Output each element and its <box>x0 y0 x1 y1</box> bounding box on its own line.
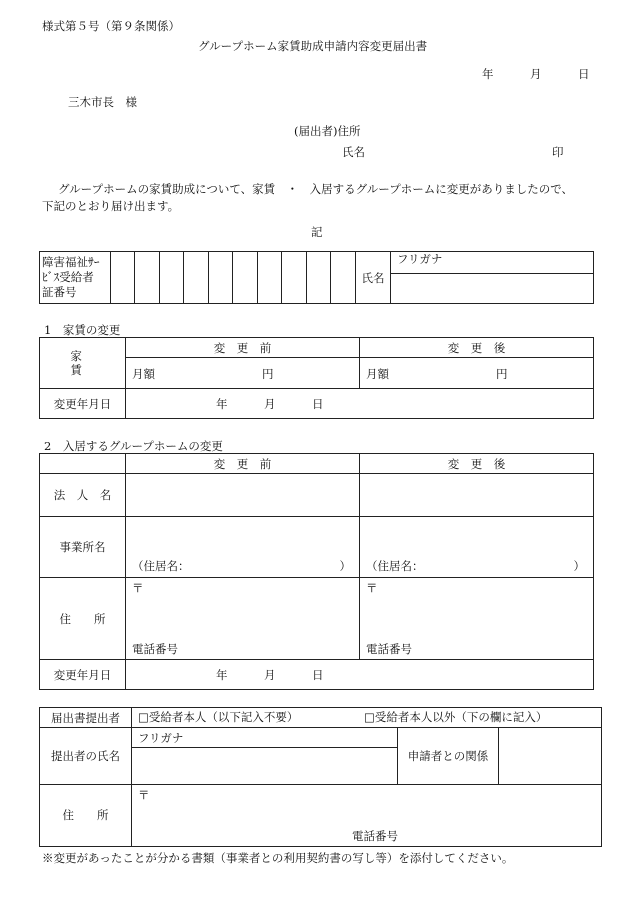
body-text-line2: 下記のとおり届け出ます。 <box>42 199 180 213</box>
id-name-label: 氏名 <box>356 252 391 304</box>
home-before-header: 変 更 前 <box>126 454 360 474</box>
rent-date-month: 月 <box>264 397 276 411</box>
cert-digit-1[interactable] <box>111 252 135 304</box>
id-table <box>39 251 594 304</box>
addressee: 三木市長 様 <box>68 95 137 109</box>
ki-label: 記 <box>311 225 323 239</box>
corp-name-label: 法 人 名 <box>40 474 126 517</box>
office-before-field[interactable] <box>126 517 360 578</box>
cert-digit-5[interactable] <box>209 252 233 304</box>
date-year-label: 年 <box>482 67 494 81</box>
home-address-after-field[interactable] <box>360 578 594 660</box>
footnote: ※変更があったことが分かる書類（事業者との利用契約書の写し等）を添付してください。 <box>42 851 514 865</box>
rent-change-date-label: 変更年月日 <box>40 389 126 419</box>
submitter-postal: 〒 <box>138 787 150 802</box>
home-change-table <box>39 453 594 690</box>
residence-before-close: ） <box>339 559 351 573</box>
submitter-table <box>39 707 602 847</box>
cert-digit-4[interactable] <box>184 252 209 304</box>
home-date-year: 年 <box>216 668 228 682</box>
rent-label-text: 家 賃 <box>70 349 143 377</box>
home-date-month: 月 <box>264 668 276 682</box>
submitter-name-field[interactable] <box>132 748 398 784</box>
form-title: グループホーム家賃助成申請内容変更届出書 <box>198 39 428 53</box>
corp-name-after-field[interactable] <box>360 474 594 517</box>
rent-before-field[interactable] <box>126 358 360 389</box>
id-furigana-field[interactable]: フリガナ <box>391 252 594 274</box>
rent-before-yen: 円 <box>262 367 274 381</box>
rent-change-table <box>39 337 594 419</box>
rent-label <box>40 338 143 389</box>
form-number: 様式第５号（第９条関係） <box>42 19 180 33</box>
rent-date-day: 日 <box>312 397 324 411</box>
cert-digit-6[interactable] <box>233 252 258 304</box>
id-name-field[interactable] <box>391 274 594 304</box>
submitter-furigana-field[interactable]: フリガナ <box>132 728 398 748</box>
home-date-day: 日 <box>312 668 324 682</box>
cert-digit-8[interactable] <box>282 252 307 304</box>
submitter-address-label-text: 住 所 <box>62 808 109 823</box>
submitter-phone-label: 電話番号 <box>352 829 398 843</box>
section2-heading: 2 入居するグループホームの変更 <box>44 439 223 453</box>
cert-digit-7[interactable] <box>258 252 282 304</box>
applicant-name-label: 氏名 <box>342 145 365 159</box>
home-change-date-label: 変更年月日 <box>40 660 126 690</box>
option-other-checkbox[interactable]: □受給者本人以外（下の欄に記入） <box>364 710 548 724</box>
postal-before: 〒 <box>132 581 144 595</box>
cert-digit-9[interactable] <box>307 252 331 304</box>
submitter-address-field[interactable] <box>132 784 602 846</box>
corp-name-before-field[interactable] <box>126 474 360 517</box>
rent-after-monthly: 月額 <box>366 367 389 381</box>
rent-after-yen: 円 <box>496 367 508 381</box>
cert-label-line2: ﾋﾞｽ受給者 <box>42 270 94 284</box>
cert-digit-10[interactable] <box>331 252 356 304</box>
date-day-label: 日 <box>578 67 590 81</box>
submitter-options <box>132 708 602 728</box>
rent-before-header: 変 更 前 <box>126 338 360 358</box>
relation-field[interactable] <box>499 728 602 784</box>
option-self-checkbox[interactable]: □受給者本人（以下記入不要） <box>138 710 299 724</box>
cert-label-line3: 証番号 <box>42 285 77 299</box>
section1-heading: 1 家賃の変更 <box>44 323 121 337</box>
home-address-label: 住 所 <box>40 578 126 660</box>
home-change-date-field[interactable] <box>126 660 594 690</box>
applicant-address-label: (届出者)住所 <box>294 124 361 138</box>
body-text-line1: グループホームの家賃助成について、家賃 ・ 入居するグループホームに変更がありましたので、 <box>58 182 573 196</box>
rent-after-header: 変 更 後 <box>360 338 594 358</box>
rent-date-year: 年 <box>216 397 228 411</box>
submitter-address-label <box>40 784 132 846</box>
relation-label: 申請者との関係 <box>398 728 499 784</box>
phone-after-label: 電話番号 <box>366 642 412 656</box>
seal-mark: 印 <box>552 145 564 159</box>
home-header-blank <box>40 454 126 474</box>
rent-before-monthly: 月額 <box>132 367 155 381</box>
postal-after: 〒 <box>366 581 378 595</box>
submitter-name-label: 提出者の氏名 <box>40 728 132 784</box>
residence-after-close: ） <box>573 559 585 573</box>
rent-after-field[interactable] <box>360 358 594 389</box>
rent-change-date-field[interactable] <box>126 389 594 419</box>
cert-digit-3[interactable] <box>160 252 184 304</box>
home-after-header: 変 更 後 <box>360 454 594 474</box>
cert-number-label <box>40 252 111 304</box>
residence-after-open: （住居名： <box>366 559 424 573</box>
date-month-label: 月 <box>530 67 542 81</box>
residence-before-open: （住居名： <box>132 559 190 573</box>
cert-label-line1: 障害福祉ｻｰ <box>42 255 100 269</box>
submitter-label: 届出書提出者 <box>40 708 132 728</box>
phone-before-label: 電話番号 <box>132 642 178 656</box>
home-address-before-field[interactable] <box>126 578 360 660</box>
office-name-label: 事業所名 <box>40 517 126 578</box>
cert-digit-2[interactable] <box>135 252 160 304</box>
office-after-field[interactable] <box>360 517 594 578</box>
